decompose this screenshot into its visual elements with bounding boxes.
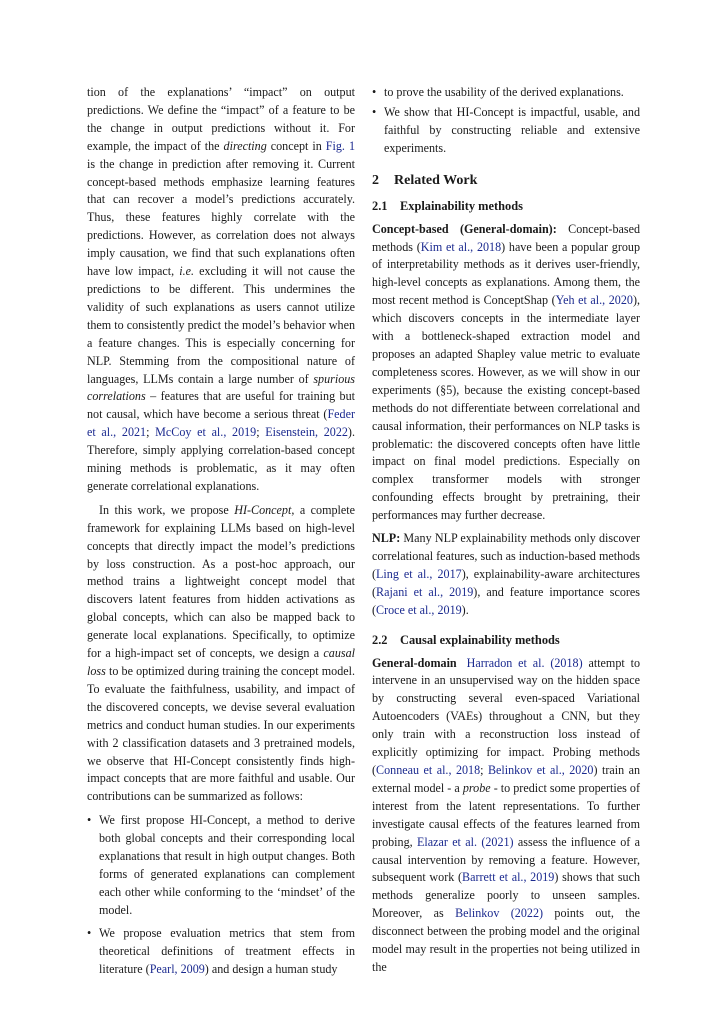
text: ) have been a popular group of interpretability methods as it derives user-friendly, high-level concepts as explanations. Among them, the most recent method is ConceptShap (: [372, 239, 640, 308]
text: attempt to intervene in an unsupervised way on the hidden space by constructing several even-spaced Variational Autoencoders (VAEs) throughout a CNN, but they only train with a reconstruction loss instead of explicitly optimizing for impact. Probing methods (: [372, 655, 640, 777]
contributions-list-2: [372, 104, 640, 158]
list-item-continued: [372, 84, 640, 102]
text: – features that are useful for training but not causal, which have become a serious threat (: [87, 389, 355, 422]
emphasis: directing: [223, 138, 267, 153]
text: ), explainability-aware architectures (: [372, 566, 641, 599]
text: ), which discovers concepts in the intermediate layer with a bottleneck-shaped extraction model and proposes an adapted Shapley value metric to evaluate completeness scores. However, as we will show in our experiments (§5), because the existing concept-based methods do not differentiate between correlational and causal information, their performances on NLP tasks is problematic: the discovered concepts often have little impact on final model predictions. Especially on complex transformer models with stronger confounding effects brought by pretraining, their performances may further decrease.: [372, 293, 640, 523]
citation-link[interactable]: Ling et al., 2017: [376, 566, 462, 581]
text: Concept-based methods (: [372, 221, 640, 254]
text: to prove the usability of the derived explanations.: [384, 85, 624, 99]
left-column: [87, 84, 355, 983]
text: We first propose HI-Concept, a method to derive both global concepts and their corresponding local explanations that result in high output changes. Both forms of generated explanations can complement each other while conforming to the ‘mindset’ of the model.: [99, 813, 355, 917]
text: ;: [480, 763, 488, 777]
text: ) train an external model - a: [372, 763, 641, 795]
citation-link[interactable]: Pearl, 2009: [149, 961, 205, 976]
text: ) and design a human study: [204, 961, 338, 976]
text: ). Therefore, simply applying correlation-based concept mining methods is problematic, as it may often generate correlational explanations.: [87, 425, 355, 493]
text: tion of the explanations’ “impact” on output predictions. We define the “impact” of a feature to be the change in output predictions without it. For example, the impact of the: [87, 85, 355, 153]
text: , a complete framework for explaining LLMs based on high-level concepts that directly impact the model’s predictions by loss construction. As a post-hoc approach, our method trains a lightweight concept model that discovers latent features from hidden activations as global concepts, which can also be mapped back to generate local explanations. Specifically, to optimize for a high-impact set of concepts, we design a: [87, 502, 356, 661]
list-item: [87, 925, 355, 979]
text: points out, the disconnect between the probing model and the original model may result in the properties not being utilized in the: [372, 906, 640, 974]
text: We show that HI-Concept is impactful, usable, and faithful by constructing reliable and extensive experiments.: [384, 104, 640, 155]
text: We propose evaluation metrics that stem from theoretical definitions of treatment effects in literature (: [99, 925, 355, 976]
text: In this work, we propose: [99, 502, 235, 517]
text: to be optimized during training the concept model. To evaluate the faithfulness, usability, and impact of the discovered concepts, we devise several evaluation metrics and conduct human studies. In our experiments with 2 classification datasets and 3 pretrained models, we observe that HI-Concept consistently finds high-impact concepts that are more faithful and usable. Our contributions can be summarized as follows:: [87, 664, 355, 804]
figure-link[interactable]: Fig. 1: [325, 138, 356, 153]
text: ).: [461, 602, 469, 617]
citation-link[interactable]: Elazar et al. (2021): [416, 834, 514, 849]
subsection-heading: [372, 198, 640, 215]
citation-link[interactable]: Croce et al., 2019: [376, 602, 462, 617]
text: ) shows that such methods generalize poorly to unseen samples. Moreover, as: [372, 870, 641, 921]
emphasis: HI-Concept: [234, 502, 292, 517]
subsection-title: Explainability methods: [400, 198, 523, 213]
text: is the change in prediction after removing it. Current concept-based methods emphasize learning features that can recover a model’s predictions accurately. Thus, these features highly correlate with the predictions. However, as correlation does not always imply causation, we find that such explanations often have low impact,: [87, 156, 355, 279]
general-domain-paragraph: [372, 655, 640, 977]
citation-link[interactable]: Conneau et al., 2018: [376, 763, 481, 777]
text: concept in: [266, 138, 326, 153]
citation-link[interactable]: McCoy et al., 2019: [155, 425, 257, 440]
text: Many NLP explainability methods only discover correlational features, such as induction-based methods (: [372, 531, 640, 581]
emphasis: i.e.: [179, 264, 195, 279]
section-number: 2: [372, 172, 379, 188]
contributions-list: [87, 812, 355, 978]
list-item: [372, 104, 640, 158]
citation-link[interactable]: Yeh et al., 2020: [555, 293, 633, 308]
subsection-number: 2.2: [372, 632, 388, 647]
citation-link[interactable]: Rajani et al., 2019: [376, 584, 474, 599]
citation-link[interactable]: Belinkov et al., 2020: [487, 763, 594, 777]
citation-link[interactable]: Eisenstein, 2022: [265, 425, 348, 440]
text: ;: [146, 425, 156, 440]
subsection-title: Causal explainability methods: [400, 632, 560, 647]
section-heading: [372, 172, 640, 190]
text: assess the influence of a causal intervention by removing a feature. However, subsequent work (: [372, 834, 641, 885]
text: ), and feature importance scores (: [372, 584, 640, 617]
text: - to predict some properties of interest from the latent representations. To further investigate causal effects of the features learned from probing,: [372, 780, 640, 849]
citation-link[interactable]: Kim et al., 2018: [420, 239, 502, 254]
subsection-heading: [372, 632, 640, 649]
citation-link[interactable]: Harradon et al. (2018): [466, 655, 583, 670]
emphasis: causal loss: [87, 646, 355, 678]
list-item: [87, 812, 355, 919]
text: ;: [256, 425, 266, 440]
section-title: Related Work: [394, 172, 478, 188]
subsection-number: 2.1: [372, 198, 388, 213]
intro-paragraph-1: [87, 84, 355, 496]
contributions-list-continued: [372, 84, 640, 102]
right-column: [372, 84, 640, 977]
citation-link[interactable]: Belinkov (2022): [455, 906, 544, 921]
emphasis: probe: [462, 780, 491, 795]
nlp-paragraph: [372, 530, 640, 620]
citation-link[interactable]: Feder et al., 2021: [87, 407, 355, 440]
citation-link[interactable]: Barrett et al., 2019: [462, 870, 555, 885]
run-in-heading: General-domain: [372, 655, 457, 670]
run-in-heading: NLP:: [372, 531, 401, 546]
text: excluding it will not cause the predictions to be different. This undermines the validity of such explanations as users cannot utilize them to consistently predict the model’s behavior when a feature changes. This is especially concerning for NLP. Stemming from the compositional nature of languages, LLMs contain a large number of: [87, 264, 355, 386]
emphasis: spurious correlations: [87, 371, 355, 404]
concept-based-paragraph: [372, 221, 640, 525]
run-in-heading: Concept-based (General-domain):: [372, 221, 557, 236]
intro-paragraph-2: [87, 502, 355, 806]
